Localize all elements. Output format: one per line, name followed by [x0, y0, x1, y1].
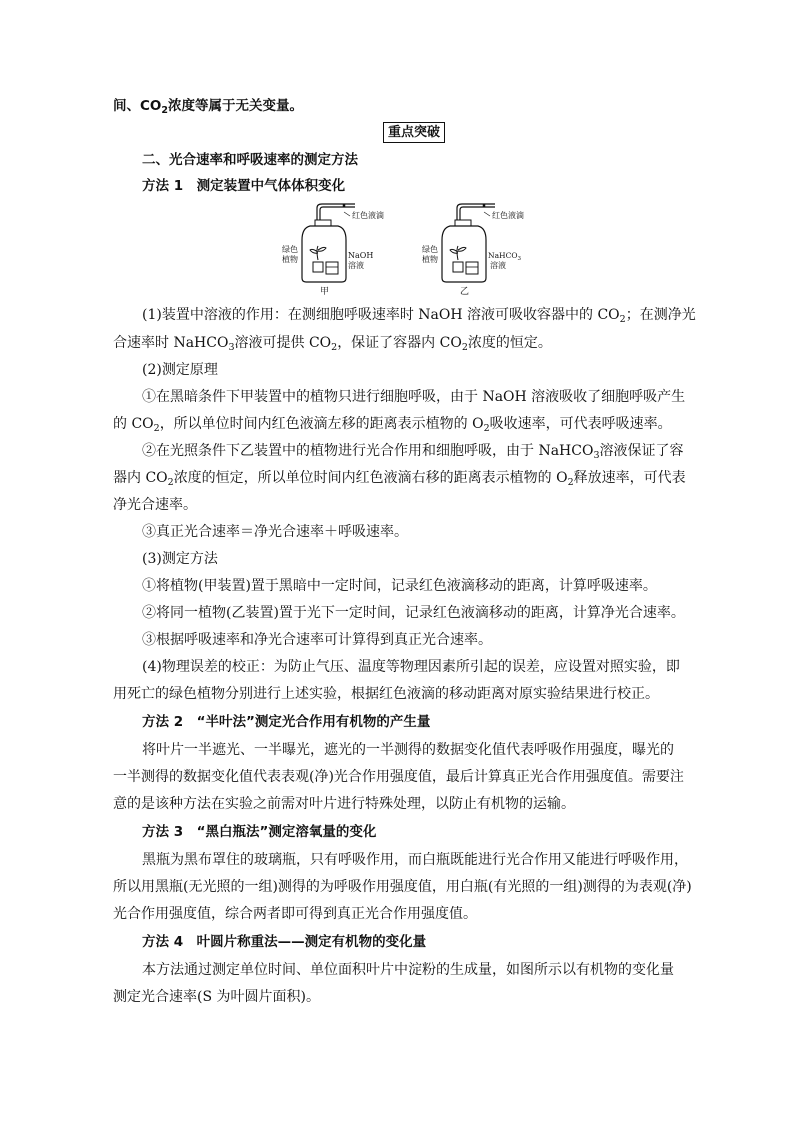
section-heading: 二、光合速率和呼吸速率的测定方法 [142, 152, 358, 168]
intro-sub: 2 [161, 105, 169, 116]
jar-a-solution-label-1: NaOH [348, 251, 374, 260]
jar-a [282, 204, 384, 297]
method1-p7: ①将植物(甲装置)置于黑暗中一定时间，记录红色液滴移动的距离，计算呼吸速率。 [142, 578, 657, 594]
jar-b-plant-label-1: 绿色 [422, 245, 438, 254]
jar-b-plant-label-2: 植物 [422, 255, 438, 264]
method1-p4-line2: 器内 $CO_2$浓度的恒定，所以单位时间内红色液滴右移的距离表示植物的 $O_2$释放速率，可代表 [113, 470, 686, 488]
jar-a-plant-label-1: 绿色 [282, 245, 298, 254]
method1-p2: (2)测定原理 [142, 362, 218, 378]
jar-b-solution-label-2: 溶液 [490, 261, 506, 270]
method4-line2: 测定光合速率(S 为叶圆片面积)。 [113, 989, 320, 1005]
method2-heading: 方法 2 “半叶法”测定光合作用有机物的产生量 [142, 714, 431, 730]
method1-p10-line1: (4)物理误差的校正：为防止气压、温度等物理因素所引起的误差，应设置对照实验，即 [142, 659, 680, 675]
jar-b-solution-label-1: NaHCO$_3$ [488, 251, 521, 262]
jar-b-caption: 乙 [460, 287, 470, 297]
jar-a-solution-label-2: 溶液 [348, 261, 364, 270]
method2-line2: 一半测得的数据变化值代表表观(净)光合作用强度值，最后计算真正光合作用强度值。需要注 [113, 769, 684, 785]
method1-heading: 方法 1 测定装置中气体体积变化 [142, 178, 346, 194]
method1-p4-line3: 净光合速率。 [113, 497, 197, 513]
method4-line1: 本方法通过测定单位时间、单位面积叶片中淀粉的生成量，如图所示以有机物的变化量 [142, 962, 674, 978]
jar-a-caption: 甲 [320, 287, 330, 297]
section-badge: 重点突破 [383, 122, 445, 143]
method1-p8: ②将同一植物(乙装置)置于光下一定时间，记录红色液滴移动的距离，计算净光合速率。 [142, 605, 685, 621]
method1-p4-line1: ②在光照条件下乙装置中的植物进行光合作用和细胞呼吸，由于 NaHCO$_3$溶液保证了容 [142, 443, 684, 461]
method3-line3: 光合作用强度值，综合两者即可得到真正光合作用强度值。 [113, 906, 477, 922]
apparatus-figure [280, 200, 540, 300]
method2-line1: 将叶片一半遮光、一半曝光，遮光的一半测得的数据变化值代表呼吸作用强度，曝光的 [142, 742, 674, 758]
method3-line1: 黑瓶为黑布罩住的玻璃瓶，只有呼吸作用，而白瓶既能进行光合作用又能进行呼吸作用， [142, 852, 688, 868]
method1-p5: ③真正光合速率＝净光合速率＋呼吸速率。 [142, 524, 408, 540]
method1-p1-line1: (1)装置中溶液的作用：在测细胞呼吸速率时 NaOH 溶液可吸收容器中的 $CO_2$；在测净光 [142, 307, 696, 325]
method1-p3-line1: ①在黑暗条件下甲装置中的植物只进行细胞呼吸，由于 NaOH 溶液吸收了细胞呼吸产生 [142, 389, 686, 405]
method3-heading: 方法 3 “黑白瓶法”测定溶氧量的变化 [142, 824, 377, 840]
method1-p3-line2: 的 $CO_2$，所以单位时间内红色液滴左移的距离表示植物的 $O_2$吸收速率，可代表呼吸速率。 [113, 416, 672, 434]
intro-text-a: 间、CO [113, 98, 162, 114]
jar-b-liquid-label: 红色液滴 [492, 211, 524, 220]
method4-heading: 方法 4 叶圆片称重法——测定有机物的变化量 [142, 934, 427, 950]
intro-text-b: 浓度等属于无关变量。 [168, 98, 304, 114]
method1-p6: (3)测定方法 [142, 551, 218, 567]
jar-b [422, 204, 524, 297]
method1-p9: ③根据呼吸速率和净光合速率可计算得到真正光合速率。 [142, 632, 492, 648]
jar-a-liquid-label: 红色液滴 [352, 211, 384, 220]
intro-line [113, 96, 303, 116]
method1-p1-line2: 合速率时 NaHCO$_3$溶液可提供 $CO_2$，保证了容器内 $CO_2$浓度的恒定。 [113, 335, 552, 353]
method1-p10-line2: 用死亡的绿色植物分别进行上述实验，根据红色液滴的移动距离对原实验结果进行校正。 [113, 686, 659, 702]
method3-line2: 所以用黑瓶(无光照的一组)测得的为呼吸作用强度值，用白瓶(有光照的一组)测得的为表观(净) [113, 879, 692, 895]
method2-line3: 意的是该种方法在实验之前需对叶片进行特殊处理，以防止有机物的运输。 [113, 796, 575, 812]
jar-a-plant-label-2: 植物 [282, 255, 298, 264]
